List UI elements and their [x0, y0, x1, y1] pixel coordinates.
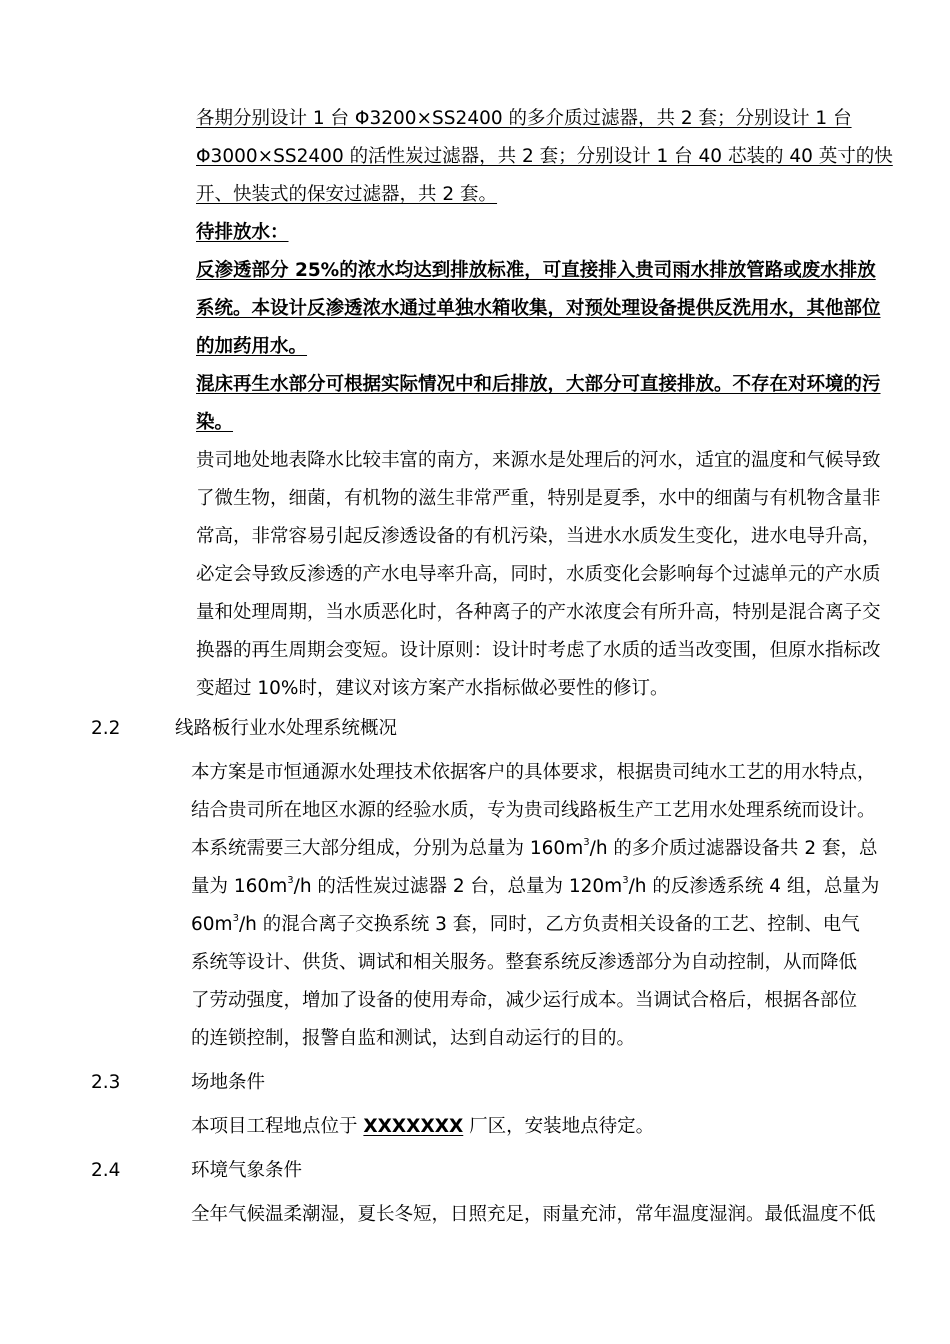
sec22-line-4: 量为 $160m^3/h$ 的活性炭过滤器 2 台，总量为 $120m^3/h$ 的反渗透系统 4 组，总量为 [191, 874, 880, 897]
climate-line-3: 常高，非常容易引起反渗透设备的有机污染，当进水水质发生变化，进水电导升高， [196, 526, 881, 547]
sec22-line-2: 结合贵司所在地区水源的经验水质，专为贵司线路板生产工艺用水处理系统而设计。 [191, 800, 876, 821]
climate-line-4: 必定会导致反渗透的产水电导率升高，同时，水质变化会影响每个过滤单元的产水质 [196, 564, 881, 585]
filter-line-2: Φ3000×SS2400 的活性炭过滤器，共 2 套；分别设计 1 台 40 芯装的 40 英寸的快 [196, 146, 893, 167]
sec24-line-1: 全年气候温柔潮湿，夏长冬短，日照充足，雨量充沛，常年温度湿润。最低温度不低 [191, 1204, 876, 1225]
mixbed-line-1: 混床再生水部分可根据实际情况中和后排放，大部分可直接排放。不存在对环境的污 [196, 374, 881, 395]
climate-line-7: 变超过 10%时，建议对该方案产水指标做必要性的修订。 [196, 678, 669, 699]
ro-line-2: 系统。本设计反渗透浓水通过单独水箱收集，对预处理设备提供反洗用水，其他部位 [196, 298, 881, 319]
filter-line-1: 各期分别设计 1 台 Φ3200×SS2400 的多介质过滤器，共 2 套；分别设计 1 台 [196, 108, 852, 129]
section-2-2-title: 线路板行业水处理系统概况 [175, 718, 398, 739]
filter-line-3: 开、快装式的保安过滤器，共 2 套。 [196, 184, 498, 205]
climate-line-1: 贵司地处地表降水比较丰富的南方，来源水是处理后的河水，适宜的温度和气候导致 [196, 450, 881, 471]
climate-line-5: 量和处理周期，当水质恶化时，各种离子的产水浓度会有所升高，特别是混合离子交 [196, 602, 881, 623]
climate-line-6: 换器的再生周期会变短。设计原则：设计时考虑了水质的适当改变围，但原水指标改 [196, 640, 881, 661]
sec22-line-6: 系统等设计、供货、调试和相关服务。整套系统反渗透部分为自动控制，从而降低 [191, 952, 858, 973]
section-2-3-number: 2.3 [91, 1072, 121, 1093]
ro-line-3: 的加药用水。 [196, 336, 308, 357]
sec22-line-3: 本系统需要三大部分组成，分别为总量为 $160m^3/h$ 的多介质过滤器设备共 2 套，总 [191, 836, 878, 859]
site-name: XXXXXXX [363, 1116, 464, 1137]
sec22-line-7: 了劳动强度，增加了设备的使用寿命，减少运行成本。当调试合格后，根据各部位 [191, 990, 858, 1011]
sec22-line-1: 本方案是市恒通源水处理技术依据客户的具体要求，根据贵司纯水工艺的用水特点， [191, 762, 876, 783]
section-2-3-title: 场地条件 [191, 1072, 266, 1093]
site-location-line: 本项目工程地点位于 XXXXXXX 厂区，安装地点待定。 [191, 1116, 655, 1137]
mixbed-line-2: 染。 [196, 412, 234, 433]
climate-line-2: 了微生物，细菌，有机物的滋生非常严重，特别是夏季，水中的细菌与有机物含量非 [196, 488, 881, 509]
sec22-line-8: 的连锁控制，报警自监和测试，达到自动运行的目的。 [191, 1028, 636, 1049]
ro-line-1: 反渗透部分 25%的浓水均达到排放标准，可直接排入贵司雨水排放管路或废水排放 [196, 260, 876, 281]
section-2-2-number: 2.2 [91, 718, 121, 739]
section-2-4-number: 2.4 [91, 1160, 121, 1181]
section-2-4-title: 环境气象条件 [191, 1160, 303, 1181]
sec22-line-5: $60m^3/h$ 的混合离子交换系统 3 套，同时，乙方负责相关设备的工艺、控制、电气 [191, 912, 860, 935]
discharge-heading: 待排放水： [196, 222, 289, 243]
